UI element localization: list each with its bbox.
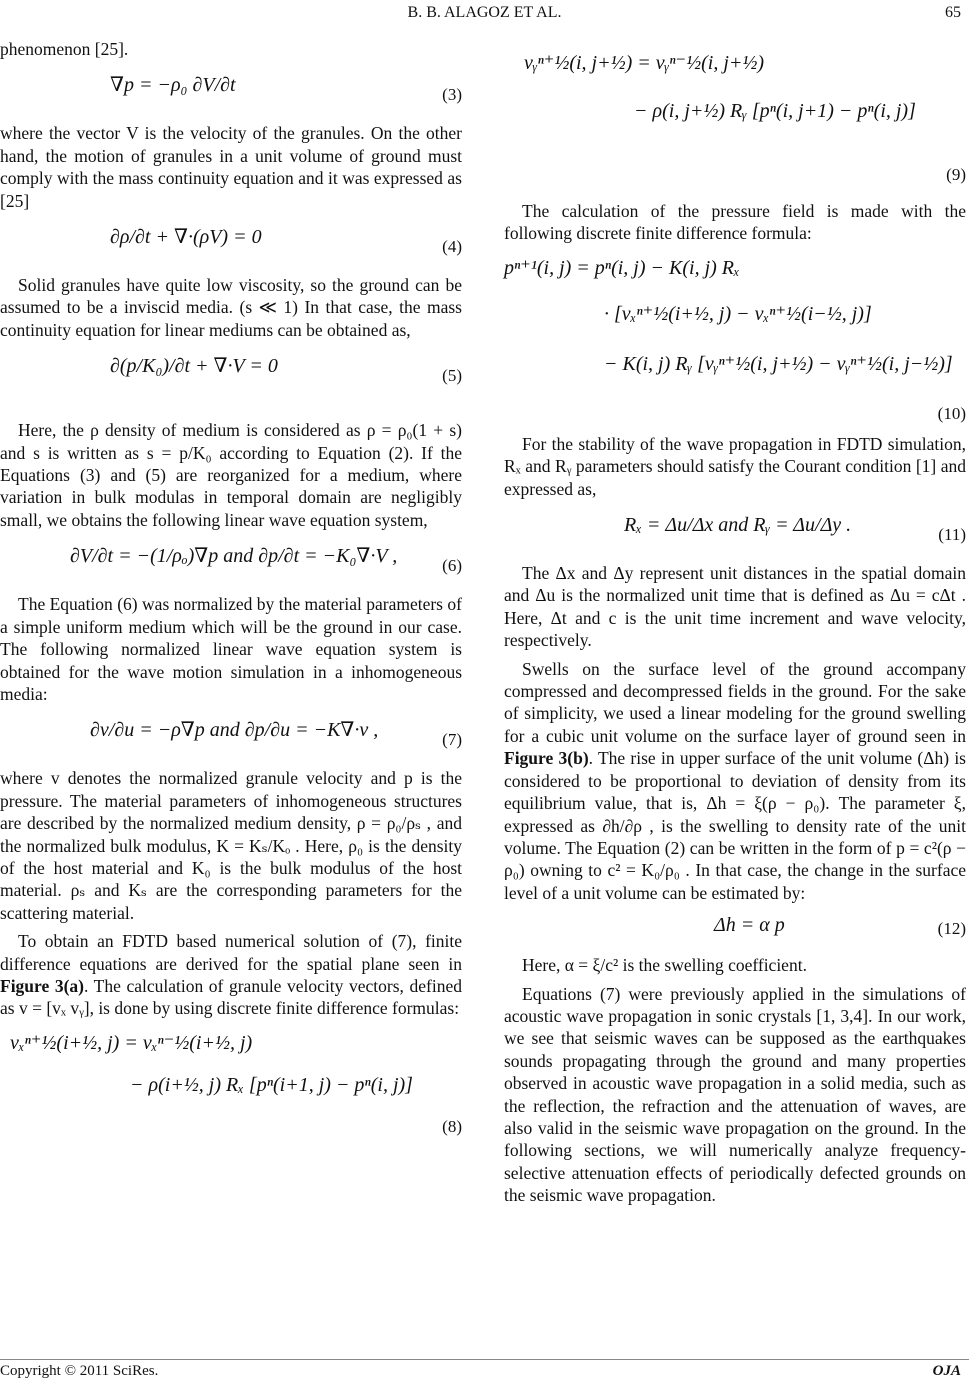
equation-number: (6) — [442, 556, 462, 576]
paragraph: For the stability of the wave propagation in FDTD simulation, Rₓ and Rᵧ parameters should satisfy the Courant condition [1] and expressed as, — [504, 433, 966, 499]
paragraph: The calculation of the pressure field is made with the following discrete finite difference formula: — [504, 201, 966, 244]
equation-number: (7) — [442, 730, 462, 750]
equation-9 — [504, 50, 966, 184]
paragraph: Equations (7) were previously applied in the simulations of acoustic wave propagation in sonic crystals [1, 3,4]. In our work, we see that seismic waves can be supposed as the earthquakes sounds propagating through the ground and many properties observed in acoustic wave propagation in a solid media, such as the reflection, the refraction and the attenuation of waves, are also valid in the seismic wave propagation on the ground. In the following sections, we will numerically analyze frequency-selective attenuation effects of periodically defected grounds on the seismic wave propagation. — [504, 983, 966, 1206]
equation-number: (9) — [946, 165, 966, 184]
equation-line: pⁿ⁺¹(i, j) = pⁿ(i, j) − K(i, j) Rₓ — [504, 256, 740, 279]
equation-body: Rₓ = Δu/Δx and Rᵧ = Δu/Δy . — [624, 514, 852, 537]
equation-body: Δh = α p — [714, 914, 785, 937]
equation-number: (8) — [442, 1116, 462, 1136]
paragraph — [504, 658, 966, 904]
equation-line: − ρ(i+½, j) Rₓ [pⁿ(i+1, j) − pⁿ(i, j)] — [130, 1073, 413, 1096]
equation-8 — [0, 1028, 462, 1138]
equation-body: ∂(p/K₀)/∂t + ∇·V = 0 — [110, 355, 278, 378]
figure-reference: Figure 3(a) — [0, 975, 84, 996]
equation-number: (4) — [442, 237, 462, 257]
copyright-notice: Copyright © 2011 SciRes. — [0, 1363, 159, 1379]
text-run: To obtain an FDTD based numerical solution of (7), finite difference equations are derived for the spatial plane seen in — [0, 931, 462, 974]
paragraph: The Equation (6) was normalized by the material parameters of a simple uniform medium which will be the ground in our case. The following normalized linear wave equation system is obtained for the wave motion simulation in a inhomogeneous media: — [0, 594, 462, 704]
equation-line: vₓⁿ⁺½(i+½, j) = vₓⁿ⁻½(i+½, j) — [10, 1031, 253, 1054]
equation-6 — [0, 539, 462, 583]
running-header: B. B. ALAGOZ ET AL. — [407, 4, 562, 21]
equation-7 — [0, 713, 462, 757]
paragraph: Solid granules have quite low viscosity, so the ground can be assumed to be a inviscid media. (s ≪ 1) In that case, the mass continuity equation for linear mediums can be obtained as, — [0, 275, 462, 340]
footer-rule — [0, 1359, 969, 1360]
equation-body: ∂v/∂u = −ρ∇p and ∂p/∂u = −K∇·v , — [90, 719, 379, 742]
figure-reference: Figure 3(b) — [504, 748, 589, 769]
text-run: . The calculation of granule velocity vectors, defined as v = [vₓ vᵧ], is done by using discrete finite difference formulas: — [0, 975, 462, 1019]
equation-body: ∇p = −ρ₀ ∂V/∂t — [110, 74, 236, 97]
paragraph: Here, the ρ density of medium is considered as ρ = ρ₀(1 + s) and s is written as s = p/K₀ according to Equation (2). If the Equations (3) and (5) are reorganized for a medium, where variation in bulk modulas in temporal domain are negligibly small, we obtains the following linear wave equation system, — [0, 420, 462, 530]
equation-body: ∂V/∂t = −(1/ρₒ)∇p and ∂p/∂t = −K₀∇·V , — [70, 545, 398, 568]
equation-5 — [0, 349, 462, 409]
right-column — [504, 42, 966, 1213]
equation-10 — [504, 253, 966, 423]
equation-line: · [vₓⁿ⁺½(i+½, j) − vₓⁿ⁺½(i−½, j)] — [604, 302, 872, 325]
equation-line: − ρ(i, j+½) Rᵧ [pⁿ(i, j+1) − pⁿ(i, j)] — [634, 100, 916, 122]
text-run: Swells on the surface level of the ground accompany compressed and decompressed fields in the ground. For the sake of simplicity, we used a linear modeling for the ground swelling for a cubic unit volume on the surface layer of ground seen in — [504, 658, 966, 746]
journal-abbrev: OJA — [932, 1363, 961, 1379]
equation-12 — [504, 912, 966, 944]
equation-number: (3) — [442, 85, 462, 105]
paragraph: Here, α = ξ/c² is the swelling coefficient. — [522, 955, 807, 976]
equation-line: − K(i, j) Rᵧ [vᵧⁿ⁺½(i, j+½) − vᵧⁿ⁺½(i, j−½)] — [604, 352, 953, 375]
equation-3 — [0, 68, 462, 112]
paragraph — [0, 930, 462, 1020]
equation-line: vᵧⁿ⁺½(i, j+½) = vᵧⁿ⁻½(i, j+½) — [524, 52, 765, 74]
equation-body: ∂ρ/∂t + ∇·(ρV) = 0 — [110, 226, 262, 249]
equation-number: (10) — [937, 403, 966, 423]
equation-4 — [0, 220, 462, 264]
equation-11 — [504, 508, 966, 552]
equation-number: (12) — [937, 919, 966, 939]
paragraph: phenomenon [25]. — [0, 39, 129, 59]
equation-number: (5) — [442, 366, 462, 386]
left-column — [0, 38, 462, 1148]
paragraph: where the vector V is the velocity of the granules. On the other hand, the motion of granules in a unit volume of ground must comply with the mass continuity equation and it was expressed as [25] — [0, 123, 462, 211]
paragraph: where v denotes the normalized granule velocity and p is the pressure. The material parameters of inhomogeneous structures are described by the normalized medium density, ρ = ρ₀/ρₛ , and the normalized bulk modulus, K = Kₛ/Kₒ . Here, ρ₀ is the density of the host material and K₀ is the bulk modulus of the host material. ρₛ and Kₛ are the corresponding parameters for the scattering material. — [0, 768, 462, 923]
equation-number: (11) — [938, 525, 966, 545]
text-run: . The rise in upper surface of the unit volume (Δh) is considered to be proportional to deviation of density from its equilibrium value, that is, Δh = ξ(ρ − ρ₀). The parameter ξ, expressed as ∂h/∂ρ , is the swelling to density rate of the unit volume. The Equation (2) can be written in the form of p = c²(ρ − ρ₀) owning to c² = K₀/ρ₀ . In that case, the change in the surface level of a unit volume can be estimated by: — [504, 748, 966, 903]
page-number: 65 — [945, 4, 961, 21]
paragraph: The Δx and Δy represent unit distances in the spatial domain and Δu is the normalized unit time that is defined as Δu = cΔt . Here, Δt and c is the unit time increment and wave velocity, respectively. — [504, 563, 966, 651]
